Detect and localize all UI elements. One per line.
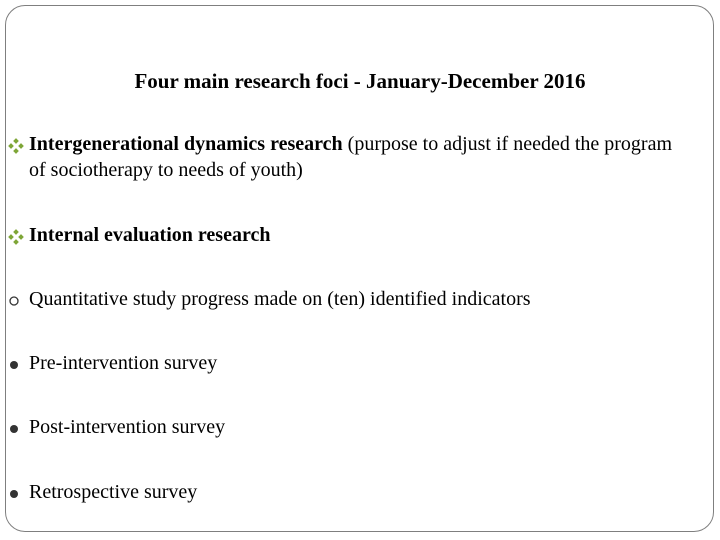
diamond-bullet-icon	[8, 222, 28, 245]
item-text: Post-intervention survey	[29, 416, 226, 438]
item-text: Pre-intervention survey	[29, 352, 218, 374]
dot-bullet-icon	[8, 414, 28, 435]
slide-title: Four main research foci - January-December 2016	[134, 69, 586, 93]
item-text: (purpose to adjust if needed the program of sociotherapy to needs of youth)	[29, 133, 673, 181]
list-item-intergenerational	[8, 131, 688, 183]
diamond-bullet-icon	[8, 131, 28, 154]
item-text: Retrospective survey	[29, 481, 198, 503]
list-item-internal-evaluation	[8, 222, 688, 248]
list-item-pre-intervention	[8, 350, 688, 376]
list-item-post-intervention	[8, 414, 688, 440]
item-bold-text: Internal evaluation research	[29, 224, 271, 246]
list-item-retrospective	[8, 479, 688, 505]
list-item-quantitative-study	[8, 286, 688, 312]
item-text: Quantitative study progress made on (ten) identified indicators	[29, 288, 531, 310]
item-bold-text: Intergenerational dynamics research	[29, 133, 343, 155]
dot-bullet-icon	[8, 350, 28, 371]
circle-bullet-icon	[8, 286, 28, 307]
dot-bullet-icon	[8, 479, 28, 500]
